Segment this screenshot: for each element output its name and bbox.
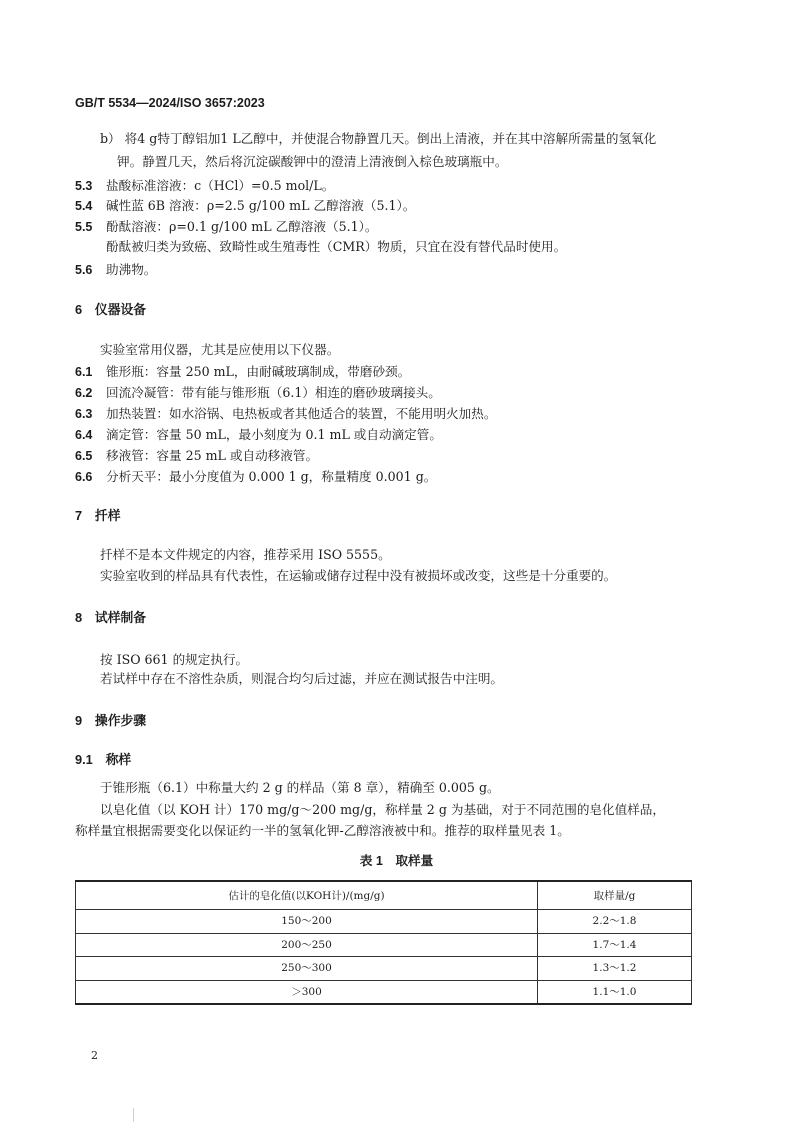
table-row bbox=[76, 933, 692, 957]
section-8-paragraph-2: 若试样中存在不溶性杂质，则混合均匀后过滤，并应在测试报告中注明。 bbox=[100, 671, 503, 686]
clause-5-5-note: 酚酞被归类为致癌、致畸性或生殖毒性（CMR）物质，只宜在没有替代品时使用。 bbox=[106, 239, 567, 254]
clause-6-6-number: 6.6 bbox=[75, 470, 93, 484]
section-6-heading: 6 仪器设备 bbox=[75, 302, 147, 317]
clause-5-6-number: 5.6 bbox=[75, 263, 93, 277]
section-9-heading: 9 操作步骤 bbox=[75, 713, 147, 728]
clause-6-3-number: 6.3 bbox=[75, 407, 93, 421]
clause-5-3-text: 盐酸标准溶液：c（HCl）=0.5 mol/L。 bbox=[106, 178, 335, 193]
table-row bbox=[76, 980, 692, 1004]
table-header-row bbox=[76, 881, 692, 910]
clause-9-1-paragraph-2-line1: 以皂化值（以 KOH 计）170 mg/g～200 mg/g，称样量 2 g 为基础，对于不同范围的皂化值样品， bbox=[100, 802, 665, 817]
clause-6-4-number: 6.4 bbox=[75, 428, 93, 442]
item-b-line2: 钾。静置几天，然后将沉淀碳酸钾中的澄清上清液倒入棕色玻璃瓶中。 bbox=[117, 154, 508, 169]
clause-5-3-number: 5.3 bbox=[75, 179, 93, 193]
section-7-paragraph-2: 实验室收到的样品具有代表性，在运输或储存过程中没有被损坏或改变，这些是十分重要的。 bbox=[100, 568, 617, 583]
section-6-intro: 实验室常用仪器，尤其是应使用以下仪器。 bbox=[100, 342, 340, 357]
clause-6-2-text: 回流冷凝管：带有能与锥形瓶（6.1）相连的磨砂玻璃接头。 bbox=[106, 385, 441, 400]
section-8-paragraph-1: 按 ISO 661 的规定执行。 bbox=[100, 652, 249, 667]
clause-5-4-text: 碱性蓝 6B 溶液：ρ=2.5 g/100 mL 乙醇溶液（5.1）。 bbox=[106, 198, 416, 213]
clause-5-4-number: 5.4 bbox=[75, 199, 93, 213]
clause-6-4-text: 滴定管：容量 50 mL，最小刻度为 0.1 mL 或自动滴定管。 bbox=[106, 427, 442, 442]
table-cell-mass: 1.7～1.4 bbox=[538, 933, 692, 957]
scan-artifact-line bbox=[133, 1108, 134, 1122]
clause-6-5-text: 移液管：容量 25 mL 或自动移液管。 bbox=[106, 448, 319, 463]
clause-5-6-text: 助沸物。 bbox=[106, 262, 157, 277]
clause-6-2-number: 6.2 bbox=[75, 386, 93, 400]
clause-6-5-number: 6.5 bbox=[75, 449, 93, 463]
item-b-line1: b） 将4 g特丁醇铝加1 L乙醇中，并使混合物静置几天。倒出上清液，并在其中溶解所需量的氢氧化 bbox=[100, 131, 657, 146]
table-row bbox=[76, 957, 692, 981]
table-row bbox=[76, 910, 692, 934]
table-cell-mass: 1.1～1.0 bbox=[538, 980, 692, 1004]
sample-mass-table bbox=[75, 880, 692, 1005]
clause-6-6-text: 分析天平：最小分度值为 0.000 1 g，称量精度 0.001 g。 bbox=[106, 469, 437, 484]
clause-6-1-number: 6.1 bbox=[75, 365, 93, 379]
section-8-heading: 8 试样制备 bbox=[75, 610, 147, 625]
table-cell-range: 150～200 bbox=[76, 910, 538, 934]
table-cell-range: 200～250 bbox=[76, 933, 538, 957]
column-header-sample-mass: 取样量/g bbox=[538, 881, 692, 910]
table-cell-range: ＞300 bbox=[76, 980, 538, 1004]
section-7-paragraph-1: 扦样不是本文件规定的内容，推荐采用 ISO 5555。 bbox=[100, 547, 391, 562]
section-7-heading: 7 扦样 bbox=[75, 508, 121, 523]
page-number: 2 bbox=[91, 1049, 98, 1062]
clause-5-5-number: 5.5 bbox=[75, 220, 93, 234]
clause-9-1-paragraph-2-line2: 称样量宜根据需要变化以保证约一半的氢氧化钾-乙醇溶液被中和。推荐的取样量见表 1。 bbox=[75, 823, 570, 838]
clause-9-1-heading: 9.1 称样 bbox=[75, 752, 132, 767]
table-1-caption: 表 1 取样量 bbox=[359, 854, 434, 868]
table-cell-range: 250～300 bbox=[76, 957, 538, 981]
table-cell-mass: 1.3～1.2 bbox=[538, 957, 692, 981]
clause-6-3-text: 加热装置：如水浴锅、电热板或者其他适合的装置，不能用明火加热。 bbox=[106, 406, 497, 421]
clause-9-1-paragraph-1: 于锥形瓶（6.1）中称量大约 2 g 的样品（第 8 章），精确至 0.005 g。 bbox=[100, 780, 500, 795]
table-cell-mass: 2.2～1.8 bbox=[538, 910, 692, 934]
column-header-saponification: 估计的皂化值(以KOH计)/(mg/g) bbox=[76, 881, 538, 910]
clause-5-5-text: 酚酞溶液：ρ=0.1 g/100 mL 乙醇溶液（5.1）。 bbox=[106, 219, 378, 234]
clause-6-1-text: 锥形瓶：容量 250 mL，由耐碱玻璃制成，带磨砂颈。 bbox=[106, 364, 411, 379]
standard-header: GB/T 5534—2024/ISO 3657:2023 bbox=[75, 96, 265, 110]
